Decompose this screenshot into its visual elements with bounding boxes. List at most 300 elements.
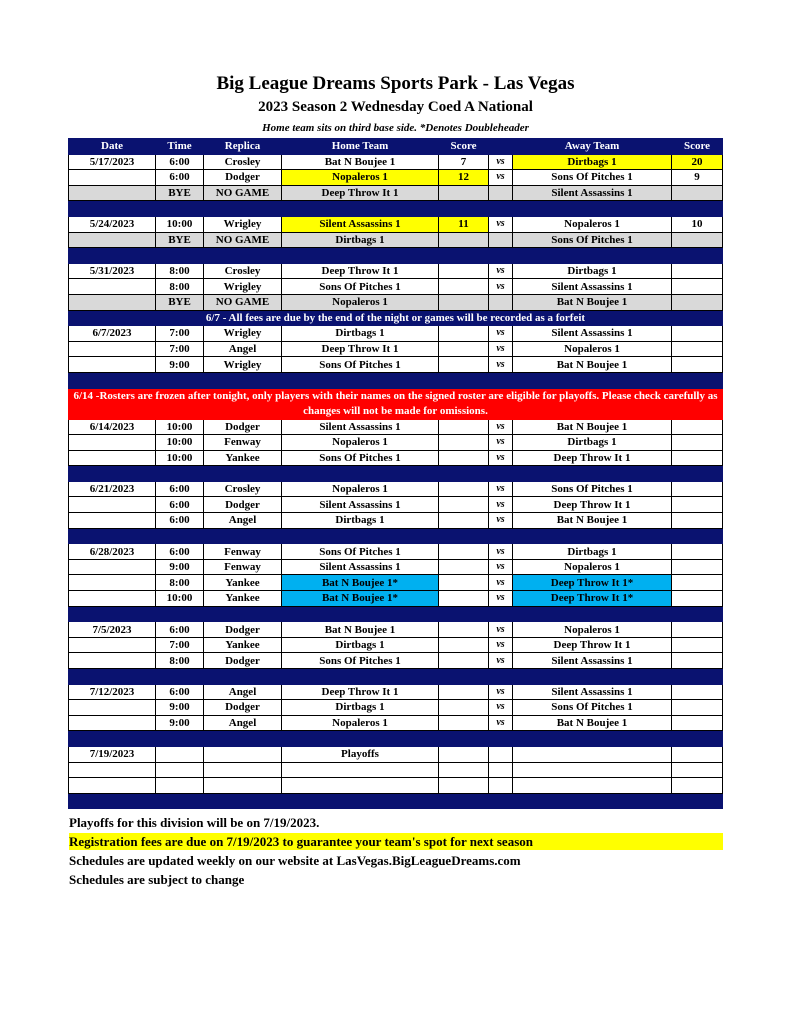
time-cell: 10:00: [156, 419, 204, 435]
game-row: [69, 715, 723, 731]
time-cell: 10:00: [156, 216, 204, 232]
away-team-cell: Dirtbags 1: [513, 435, 672, 451]
game-row: [69, 746, 723, 762]
home-score-cell: [439, 481, 489, 497]
home-score-cell: 12: [439, 170, 489, 186]
home-score-cell: [439, 653, 489, 669]
replica-cell: Wrigley: [204, 326, 282, 342]
home-team-cell: Silent Assassins 1: [282, 419, 439, 435]
week-separator: [69, 669, 723, 685]
game-row: [69, 435, 723, 451]
away-score-cell: [672, 544, 723, 560]
time-cell: BYE: [156, 185, 204, 201]
vs-cell: vs: [489, 544, 513, 560]
vs-cell: vs: [489, 622, 513, 638]
away-team-cell: Bat N Boujee 1: [513, 294, 672, 310]
replica-cell: [204, 778, 282, 794]
date-cell: [69, 341, 156, 357]
away-score-cell: [672, 263, 723, 279]
footer-registration-note: Registration fees are due on 7/19/2023 to guarantee your team's spot for next season: [69, 833, 723, 850]
separator-cell: [204, 793, 282, 809]
away-score-cell: [672, 185, 723, 201]
separator-cell: [489, 466, 513, 482]
separator-cell: [156, 466, 204, 482]
away-score-cell: 9: [672, 170, 723, 186]
separator-cell: [439, 201, 489, 217]
separator-cell: [282, 731, 439, 747]
vs-cell: [489, 232, 513, 248]
separator-cell: [672, 466, 723, 482]
game-row: [69, 762, 723, 778]
separator-cell: [282, 528, 439, 544]
separator-cell: [204, 528, 282, 544]
home-score-cell: [439, 559, 489, 575]
date-cell: [69, 715, 156, 731]
away-team-cell: Dirtbags 1: [513, 263, 672, 279]
away-score-cell: [672, 513, 723, 529]
away-team-cell: Deep Throw It 1: [513, 637, 672, 653]
vs-cell: [489, 185, 513, 201]
home-score-cell: [439, 700, 489, 716]
date-cell: 5/24/2023: [69, 216, 156, 232]
separator-cell: [156, 606, 204, 622]
game-row: [69, 559, 723, 575]
time-cell: [156, 778, 204, 794]
replica-cell: Angel: [204, 513, 282, 529]
separator-cell: [69, 669, 156, 685]
time-cell: BYE: [156, 232, 204, 248]
separator-cell: [69, 372, 156, 388]
time-cell: 10:00: [156, 591, 204, 607]
vs-cell: vs: [489, 637, 513, 653]
separator-cell: [513, 248, 672, 264]
separator-cell: [156, 793, 204, 809]
game-row: [69, 497, 723, 513]
home-team-cell: Silent Assassins 1: [282, 216, 439, 232]
separator-cell: [156, 248, 204, 264]
replica-cell: Crosley: [204, 481, 282, 497]
time-cell: 9:00: [156, 357, 204, 373]
date-cell: [69, 513, 156, 529]
vs-cell: vs: [489, 513, 513, 529]
separator-cell: [69, 731, 156, 747]
home-score-cell: [439, 778, 489, 794]
home-team-cell: Nopaleros 1: [282, 170, 439, 186]
date-cell: 5/17/2023: [69, 154, 156, 170]
away-score-cell: [672, 419, 723, 435]
separator-cell: [439, 606, 489, 622]
replica-cell: Dodger: [204, 419, 282, 435]
week-separator: [69, 606, 723, 622]
separator-cell: [513, 606, 672, 622]
vs-cell: [489, 778, 513, 794]
separator-cell: [156, 669, 204, 685]
home-team-cell: Dirtbags 1: [282, 700, 439, 716]
separator-cell: [489, 201, 513, 217]
away-score-cell: [672, 622, 723, 638]
game-row: [69, 700, 723, 716]
separator-cell: [513, 372, 672, 388]
vs-cell: vs: [489, 326, 513, 342]
home-score-cell: [439, 637, 489, 653]
away-team-cell: Deep Throw It 1*: [513, 591, 672, 607]
game-row: [69, 684, 723, 700]
away-score-cell: [672, 575, 723, 591]
bye-row: [69, 232, 723, 248]
date-cell: [69, 279, 156, 295]
away-team-cell: Nopaleros 1: [513, 559, 672, 575]
time-cell: 6:00: [156, 622, 204, 638]
date-cell: [69, 575, 156, 591]
replica-cell: Wrigley: [204, 216, 282, 232]
date-cell: 5/31/2023: [69, 263, 156, 279]
separator-cell: [204, 466, 282, 482]
separator-cell: [672, 201, 723, 217]
footer-change-note: Schedules are subject to change: [69, 872, 245, 887]
page-subtitle: 2023 Season 2 Wednesday Coed A National: [258, 99, 533, 115]
header-time: Time: [156, 139, 204, 155]
away-team-cell: Silent Assassins 1: [513, 684, 672, 700]
game-row: [69, 326, 723, 342]
home-team-cell: [282, 762, 439, 778]
header-home-team: Home Team: [282, 139, 439, 155]
away-team-cell: Deep Throw It 1: [513, 497, 672, 513]
home-team-cell: Playoffs: [282, 746, 439, 762]
time-cell: 10:00: [156, 450, 204, 466]
bye-row: [69, 294, 723, 310]
separator-cell: [672, 669, 723, 685]
schedule-body: [69, 139, 723, 809]
home-score-cell: [439, 715, 489, 731]
vs-cell: vs: [489, 497, 513, 513]
separator-cell: [489, 731, 513, 747]
game-row: [69, 575, 723, 591]
date-cell: 6/7/2023: [69, 326, 156, 342]
game-row: [69, 357, 723, 373]
notice-text: 6/14 -Rosters are frozen after tonight, only players with their names on the signed roster are eligible for playoffs. Please check carefully as changes will not be made for omissions.: [69, 388, 723, 419]
date-cell: 6/14/2023: [69, 419, 156, 435]
separator-cell: [282, 669, 439, 685]
header-date: Date: [69, 139, 156, 155]
away-team-cell: Silent Assassins 1: [513, 279, 672, 295]
separator-cell: [282, 606, 439, 622]
time-cell: 6:00: [156, 170, 204, 186]
home-team-cell: Nopaleros 1: [282, 715, 439, 731]
vs-cell: vs: [489, 357, 513, 373]
home-team-cell: Deep Throw It 1: [282, 341, 439, 357]
separator-cell: [513, 731, 672, 747]
away-score-cell: [672, 684, 723, 700]
time-cell: [156, 746, 204, 762]
away-team-cell: Dirtbags 1: [513, 544, 672, 560]
vs-cell: [489, 294, 513, 310]
week-separator: [69, 731, 723, 747]
separator-cell: [282, 248, 439, 264]
game-row: [69, 513, 723, 529]
separator-cell: [282, 466, 439, 482]
date-cell: 7/12/2023: [69, 684, 156, 700]
time-cell: 8:00: [156, 653, 204, 669]
date-cell: [69, 591, 156, 607]
away-team-cell: Sons Of Pitches 1: [513, 481, 672, 497]
replica-cell: Yankee: [204, 450, 282, 466]
vs-cell: vs: [489, 263, 513, 279]
away-score-cell: 20: [672, 154, 723, 170]
separator-cell: [439, 669, 489, 685]
away-score-cell: 10: [672, 216, 723, 232]
replica-cell: Fenway: [204, 559, 282, 575]
away-score-cell: [672, 746, 723, 762]
time-cell: 10:00: [156, 435, 204, 451]
separator-cell: [204, 248, 282, 264]
replica-cell: [204, 762, 282, 778]
home-score-cell: [439, 341, 489, 357]
vs-cell: vs: [489, 170, 513, 186]
replica-cell: Fenway: [204, 435, 282, 451]
replica-cell: Crosley: [204, 154, 282, 170]
date-cell: 6/21/2023: [69, 481, 156, 497]
away-score-cell: [672, 341, 723, 357]
vs-cell: [489, 762, 513, 778]
home-score-cell: [439, 762, 489, 778]
date-cell: [69, 700, 156, 716]
separator-cell: [513, 201, 672, 217]
home-score-cell: [439, 575, 489, 591]
separator-cell: [672, 528, 723, 544]
time-cell: [156, 762, 204, 778]
vs-cell: [489, 746, 513, 762]
separator-cell: [513, 669, 672, 685]
home-score-cell: [439, 279, 489, 295]
time-cell: 8:00: [156, 279, 204, 295]
date-cell: [69, 185, 156, 201]
home-score-cell: [439, 450, 489, 466]
date-cell: [69, 637, 156, 653]
date-cell: [69, 762, 156, 778]
away-team-cell: Deep Throw It 1: [513, 450, 672, 466]
home-score-cell: [439, 684, 489, 700]
away-score-cell: [672, 715, 723, 731]
vs-cell: vs: [489, 435, 513, 451]
separator-cell: [672, 731, 723, 747]
time-cell: 8:00: [156, 263, 204, 279]
separator-cell: [439, 248, 489, 264]
separator-cell: [282, 372, 439, 388]
away-score-cell: [672, 497, 723, 513]
home-team-cell: Nopaleros 1: [282, 435, 439, 451]
replica-cell: Fenway: [204, 544, 282, 560]
week-separator: [69, 528, 723, 544]
separator-cell: [204, 372, 282, 388]
replica-cell: Dodger: [204, 497, 282, 513]
footer-playoffs-note: Playoffs for this division will be on 7/19/2023.: [69, 815, 320, 830]
vs-cell: vs: [489, 715, 513, 731]
replica-cell: Dodger: [204, 622, 282, 638]
vs-cell: vs: [489, 684, 513, 700]
header-home-score: Score: [439, 139, 489, 155]
home-team-cell: [282, 778, 439, 794]
away-team-cell: Deep Throw It 1*: [513, 575, 672, 591]
away-team-cell: [513, 762, 672, 778]
time-cell: 7:00: [156, 341, 204, 357]
separator-cell: [439, 466, 489, 482]
separator-cell: [204, 606, 282, 622]
home-score-cell: [439, 622, 489, 638]
game-row: [69, 419, 723, 435]
time-cell: 6:00: [156, 544, 204, 560]
separator-cell: [69, 606, 156, 622]
replica-cell: Angel: [204, 341, 282, 357]
separator-cell: [156, 372, 204, 388]
separator-cell: [156, 201, 204, 217]
home-score-cell: [439, 185, 489, 201]
separator-cell: [489, 606, 513, 622]
home-team-cell: Deep Throw It 1: [282, 263, 439, 279]
time-cell: 9:00: [156, 559, 204, 575]
separator-cell: [672, 606, 723, 622]
separator-cell: [439, 793, 489, 809]
page-title: Big League Dreams Sports Park - Las Vegas: [216, 73, 575, 94]
vs-cell: vs: [489, 653, 513, 669]
separator-cell: [69, 793, 156, 809]
game-row: [69, 544, 723, 560]
away-team-cell: Dirtbags 1: [513, 154, 672, 170]
date-cell: [69, 559, 156, 575]
time-cell: 6:00: [156, 497, 204, 513]
separator-cell: [439, 372, 489, 388]
away-team-cell: [513, 746, 672, 762]
vs-cell: vs: [489, 575, 513, 591]
home-score-cell: [439, 232, 489, 248]
schedule-note: Home team sits on third base side. *Denotes Doubleheader: [262, 122, 529, 134]
separator-cell: [69, 466, 156, 482]
replica-cell: Dodger: [204, 700, 282, 716]
away-team-cell: Nopaleros 1: [513, 622, 672, 638]
vs-cell: vs: [489, 481, 513, 497]
week-separator: [69, 466, 723, 482]
home-team-cell: Dirtbags 1: [282, 637, 439, 653]
separator-cell: [204, 669, 282, 685]
game-row: [69, 154, 723, 170]
home-score-cell: [439, 357, 489, 373]
game-row: [69, 170, 723, 186]
away-score-cell: [672, 762, 723, 778]
home-team-cell: Dirtbags 1: [282, 326, 439, 342]
separator-cell: [69, 248, 156, 264]
replica-cell: NO GAME: [204, 294, 282, 310]
date-cell: 7/5/2023: [69, 622, 156, 638]
separator-cell: [489, 669, 513, 685]
home-team-cell: Deep Throw It 1: [282, 684, 439, 700]
away-score-cell: [672, 700, 723, 716]
home-team-cell: Dirtbags 1: [282, 513, 439, 529]
game-row: [69, 481, 723, 497]
date-cell: [69, 497, 156, 513]
home-team-cell: Sons Of Pitches 1: [282, 279, 439, 295]
separator-cell: [672, 248, 723, 264]
separator-cell: [204, 201, 282, 217]
separator-cell: [672, 793, 723, 809]
week-separator: [69, 793, 723, 809]
replica-cell: Angel: [204, 715, 282, 731]
time-cell: 8:00: [156, 575, 204, 591]
separator-cell: [672, 372, 723, 388]
time-cell: 9:00: [156, 715, 204, 731]
game-row: [69, 216, 723, 232]
home-team-cell: Sons Of Pitches 1: [282, 357, 439, 373]
vs-cell: vs: [489, 341, 513, 357]
vs-cell: vs: [489, 419, 513, 435]
home-score-cell: [439, 419, 489, 435]
away-score-cell: [672, 357, 723, 373]
away-team-cell: Sons Of Pitches 1: [513, 700, 672, 716]
home-score-cell: [439, 326, 489, 342]
replica-cell: NO GAME: [204, 232, 282, 248]
replica-cell: Dodger: [204, 653, 282, 669]
header-replica: Replica: [204, 139, 282, 155]
away-team-cell: [513, 778, 672, 794]
away-team-cell: Bat N Boujee 1: [513, 513, 672, 529]
replica-cell: Wrigley: [204, 279, 282, 295]
replica-cell: Wrigley: [204, 357, 282, 373]
separator-cell: [156, 731, 204, 747]
date-cell: [69, 170, 156, 186]
separator-cell: [204, 731, 282, 747]
week-separator: [69, 201, 723, 217]
separator-cell: [489, 372, 513, 388]
date-cell: [69, 294, 156, 310]
header-vs: [489, 139, 513, 155]
separator-cell: [69, 201, 156, 217]
away-score-cell: [672, 637, 723, 653]
away-score-cell: [672, 294, 723, 310]
home-team-cell: Silent Assassins 1: [282, 559, 439, 575]
header-row: [69, 139, 723, 155]
fees-due-notice: [69, 310, 723, 326]
replica-cell: Yankee: [204, 637, 282, 653]
away-team-cell: Bat N Boujee 1: [513, 419, 672, 435]
separator-cell: [489, 248, 513, 264]
time-cell: 6:00: [156, 513, 204, 529]
home-team-cell: Bat N Boujee 1: [282, 622, 439, 638]
home-score-cell: [439, 544, 489, 560]
vs-cell: vs: [489, 700, 513, 716]
replica-cell: Yankee: [204, 591, 282, 607]
home-score-cell: [439, 435, 489, 451]
away-score-cell: [672, 435, 723, 451]
date-cell: [69, 435, 156, 451]
home-score-cell: 7: [439, 154, 489, 170]
vs-cell: vs: [489, 154, 513, 170]
separator-cell: [513, 793, 672, 809]
date-cell: 6/28/2023: [69, 544, 156, 560]
date-cell: 7/19/2023: [69, 746, 156, 762]
away-team-cell: Nopaleros 1: [513, 341, 672, 357]
home-team-cell: Bat N Boujee 1*: [282, 591, 439, 607]
home-team-cell: Bat N Boujee 1*: [282, 575, 439, 591]
home-score-cell: [439, 263, 489, 279]
home-team-cell: Bat N Boujee 1: [282, 154, 439, 170]
away-team-cell: Silent Assassins 1: [513, 185, 672, 201]
replica-cell: Crosley: [204, 263, 282, 279]
away-team-cell: Sons Of Pitches 1: [513, 170, 672, 186]
notice-text: 6/7 - All fees are due by the end of the night or games will be recorded as a forfeit: [69, 310, 723, 326]
vs-cell: vs: [489, 591, 513, 607]
header-away-team: Away Team: [513, 139, 672, 155]
replica-cell: Dodger: [204, 170, 282, 186]
home-team-cell: Sons Of Pitches 1: [282, 653, 439, 669]
game-row: [69, 279, 723, 295]
